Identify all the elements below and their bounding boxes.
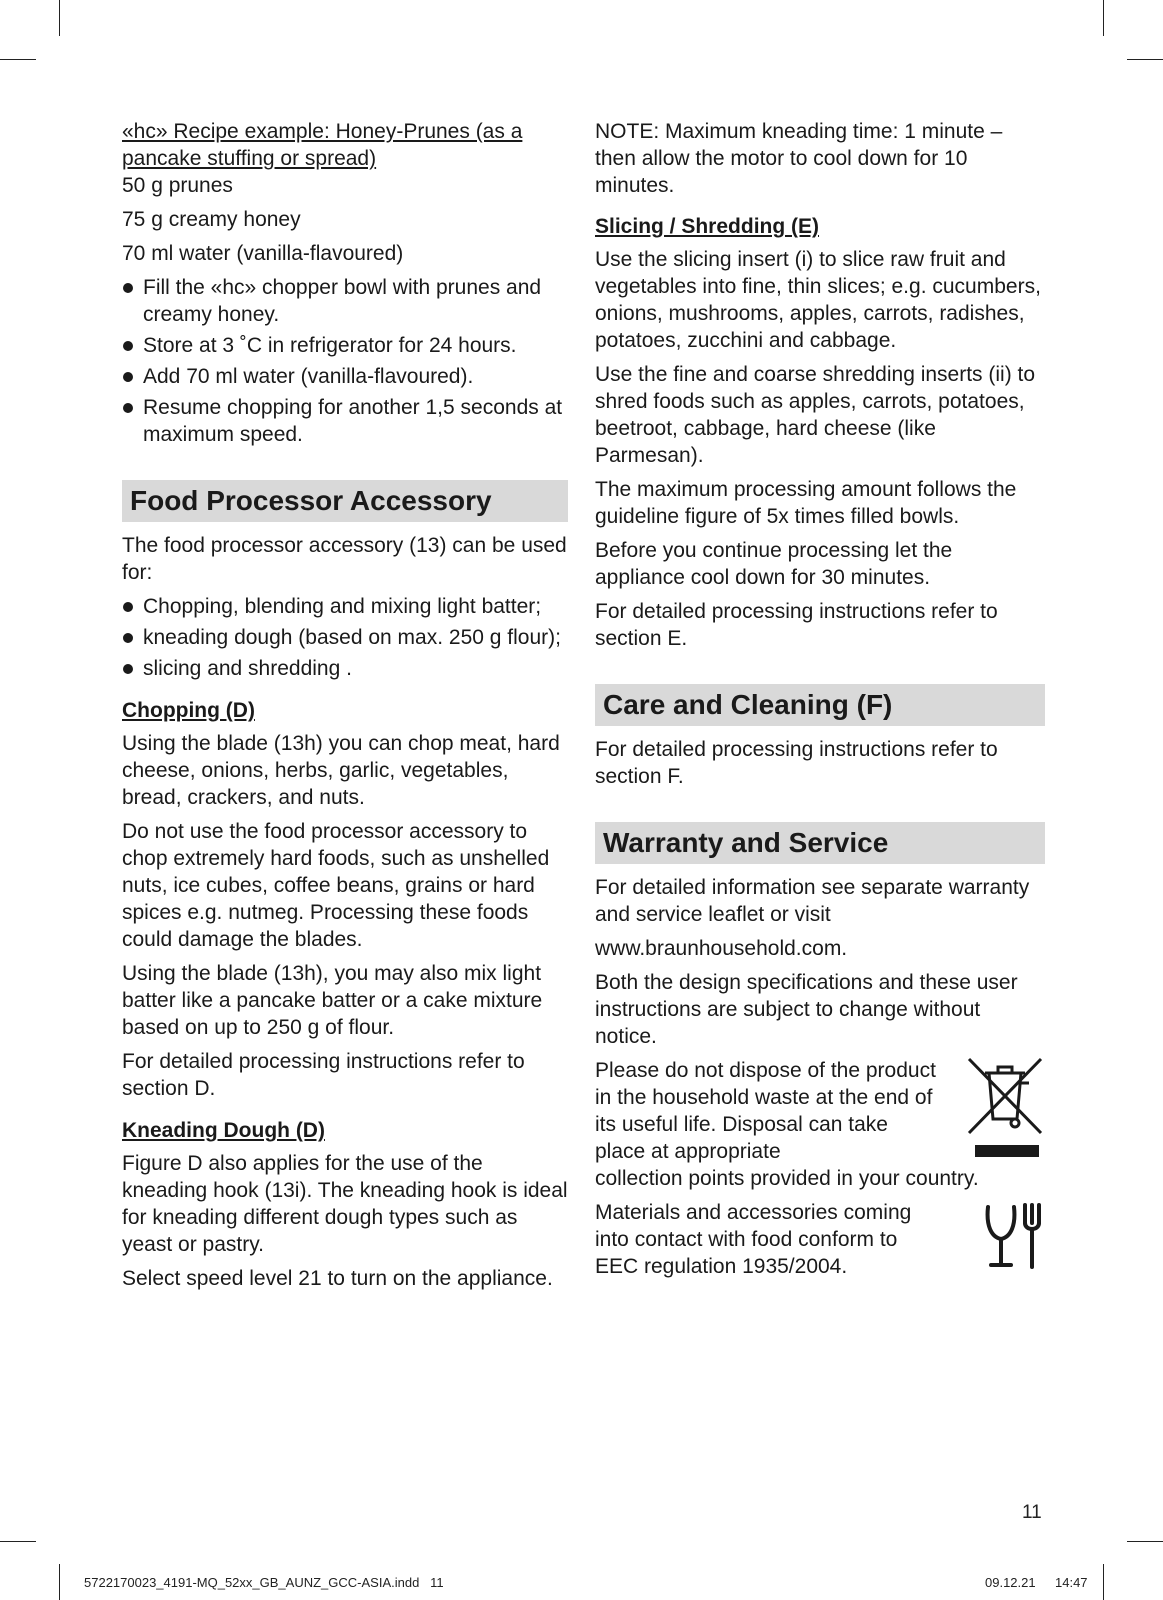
paragraph: Figure D also applies for the use of the kneading hook (13i). The kneading hook is ideal for kneading different dough types such as yeast or pastry. [122, 1152, 568, 1256]
crop-mark [0, 59, 36, 60]
left-column [122, 118, 568, 1299]
paragraph: Using the blade (13h), you may also mix light batter like a pancake batter or a cake mixture based on up to 250 g of flour. [122, 962, 543, 1039]
crop-mark [0, 1541, 36, 1542]
list-item: Fill the «hc» chopper bowl with prunes and creamy honey. [122, 274, 568, 328]
paragraph: For detailed information see separate warranty and service leaflet or visit [595, 876, 1030, 926]
crossed-out-wheelie-bin-icon [967, 1057, 1043, 1159]
paragraph: Please do not dispose of the product in the household waste at the end of its useful life. Disposal can take place at appropriate [595, 1059, 936, 1163]
glass-and-fork-icon [985, 1201, 1041, 1269]
paragraph: collection points provided in your country. [595, 1167, 979, 1190]
crop-mark [1127, 1541, 1163, 1542]
paragraph: Materials and accessories coming into contact with food conform to EEC regulation 1935/2004. [595, 1201, 912, 1278]
list-item: kneading dough (based on max. 250 g flour); [122, 624, 568, 651]
paragraph: Select speed level 21 to turn on the appliance. [122, 1267, 553, 1290]
list-item: Chopping, blending and mixing light batter; [122, 593, 568, 620]
crop-mark [1103, 0, 1104, 36]
paragraph: For detailed processing instructions refer to section D. [122, 1050, 525, 1100]
crop-mark [1127, 59, 1163, 60]
subheading-chopping: Chopping (D) [122, 699, 255, 722]
recipe-title: «hc» Recipe example: Honey-Prunes (as a pancake stuffing or spread) [122, 120, 523, 170]
note: NOTE: Maximum kneading time: 1 minute – then allow the motor to cool down for 10 minutes. [595, 120, 1003, 197]
page-number: 11 [1022, 1502, 1042, 1523]
uses-list [122, 593, 568, 682]
list-item: slicing and shredding . [122, 655, 568, 682]
ingredient: 50 g prunes [122, 174, 233, 197]
paragraph: Before you continue processing let the appliance cool down for 30 minutes. [595, 539, 953, 589]
right-column [595, 118, 1045, 1280]
print-time: 14:47 [1055, 1575, 1088, 1590]
paragraph: The food processor accessory (13) can be used for: [122, 534, 567, 584]
section-title-care: Care and Cleaning (F) [595, 684, 1045, 726]
website: www.braunhousehold.com. [595, 937, 848, 960]
paragraph: The maximum processing amount follows the guideline figure of 5x times filled bowls. [595, 478, 1017, 528]
ingredient: 75 g creamy honey [122, 208, 301, 231]
print-date: 09.12.21 [985, 1575, 1036, 1590]
paragraph: For detailed processing instructions refer to section E. [595, 600, 998, 650]
crop-mark [1103, 1564, 1104, 1600]
subheading-kneading: Kneading Dough (D) [122, 1119, 325, 1142]
list-item: Resume chopping for another 1,5 seconds at maximum speed. [122, 394, 568, 448]
paragraph: Both the design specifications and these user instructions are subject to change without notice. [595, 971, 1018, 1048]
paragraph: Do not use the food processor accessory to chop extremely hard foods, such as unshelled nuts, ice cubes, coffee beans, grains or hard spices e.g. nutmeg. Processing these foods could damage the blades. [122, 820, 550, 951]
recipe-steps [122, 274, 568, 448]
subheading-slicing: Slicing / Shredding (E) [595, 215, 820, 238]
section-title-warranty: Warranty and Service [595, 822, 1045, 864]
disposal-notice [595, 1057, 1045, 1192]
paragraph: Use the slicing insert (i) to slice raw fruit and vegetables into fine, thin slices; e.g. cucumbers, onions, mushrooms, apples, carrots, radishes, potatoes, zucchini and cabbage. [595, 248, 1041, 352]
food-contact-notice [595, 1199, 1045, 1280]
paragraph: Use the fine and coarse shredding inserts (ii) to shred foods such as apples, carrots, potatoes, beetroot, cabbage, hard cheese (like Parmesan). [595, 363, 1036, 467]
crop-mark [59, 0, 60, 36]
file-slug: 5722170023_4191-MQ_52xx_GB_AUNZ_GCC-ASIA.indd 11 [84, 1575, 444, 1590]
crop-mark [59, 1564, 60, 1600]
ingredient: 70 ml water (vanilla-flavoured) [122, 242, 404, 265]
list-item: Add 70 ml water (vanilla-flavoured). [122, 363, 568, 390]
paragraph: For detailed processing instructions refer to section F. [595, 738, 998, 788]
list-item: Store at 3 ˚C in refrigerator for 24 hours. [122, 332, 568, 359]
paragraph: Using the blade (13h) you can chop meat, hard cheese, onions, herbs, garlic, vegetables, bread, crackers, and nuts. [122, 732, 560, 809]
section-title-food-processor: Food Processor Accessory [122, 480, 568, 522]
